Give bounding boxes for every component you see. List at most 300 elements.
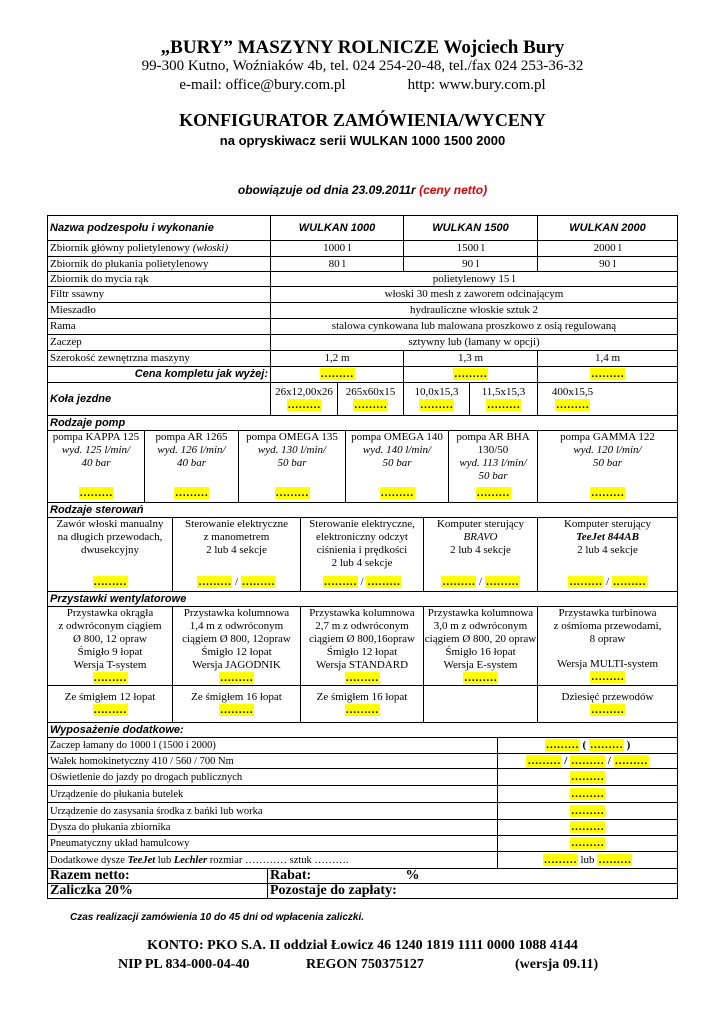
fan-upgrade-option [424,686,537,722]
extra-price [498,786,677,802]
pump-option [48,431,144,502]
price-field[interactable]: ……… [175,487,208,499]
cell-line [79,487,114,502]
cell-line [157,444,225,457]
control-option [301,518,423,591]
fan-desc: z ośmioma przewodami, [553,620,662,632]
price-field[interactable]: ……… [591,704,624,716]
price-value [538,367,677,382]
header-model [404,216,537,240]
separator: / [478,576,483,588]
cell-line [456,431,529,444]
cell-line [433,273,516,286]
separator: / [607,754,611,767]
cell-line [50,242,228,255]
price-field[interactable]: ……… [93,672,127,684]
width-value [538,351,677,366]
cell-line [53,431,139,444]
cell-line [50,288,104,301]
cell-line [50,417,125,430]
section-title: Wyposażenie dodatkowe: [50,723,184,736]
cell-line [67,607,153,620]
cell-line [590,487,625,502]
cell-line [562,691,654,704]
row-label: Mieszadło [50,304,96,316]
fan-upgrade: Ze śmigłem 12 łopat [64,691,156,703]
cell-line [50,393,111,406]
company-website: http: www.bury.com.pl [407,77,546,93]
hand-tank-value [271,272,677,286]
cell-line [406,869,420,883]
pump-name: pompa OMEGA 135 [246,431,338,443]
price-field[interactable]: ……… [476,487,510,499]
row-label: Koła jezdne [50,392,112,405]
pump-option [239,431,345,502]
price-field[interactable]: ……… [354,399,387,411]
cell-line [50,336,82,349]
price-field[interactable]: ……… [571,804,604,817]
cell-line [93,704,128,717]
cell-line [50,821,170,834]
price-field[interactable]: ……… [485,576,519,588]
cell-line [432,222,508,235]
cell-line [219,672,254,685]
fan-desc: Wersja STANDARD [315,659,409,671]
separator: / [234,576,239,588]
extra-label: rozmiar ………… sztuk ………. [209,854,349,866]
row-note: (włoski) [192,242,229,254]
order-form-table [47,215,677,898]
price-field[interactable]: ……… [569,576,603,588]
cell-line [545,739,631,752]
extra-price [498,820,677,835]
total-remaining [268,884,677,898]
price-field[interactable]: ……… [367,576,401,588]
cell-line [50,724,184,737]
row-label: Szerokość zewnętrzna maszyny [50,352,190,364]
cell-line [590,704,625,717]
separator: / [360,576,364,588]
extra-label: Oświetlenie do jazdy po drogach publicznych [50,771,243,783]
extra-item [48,820,497,835]
value: hydrauliczne włoskie sztuk 2 [410,304,538,316]
cell-line [50,755,234,768]
cell-line [197,576,276,591]
price-field[interactable]: ……… [220,672,253,684]
header-model-label: WULKAN 2000 [569,221,646,234]
row-label: Zbiornik główny polietylenowy [50,242,190,254]
row-width [48,351,270,366]
wheel-size: 10,0x15,3 [414,386,459,398]
fan-desc: Przystawka turbinowa [558,607,657,619]
fan-upgrade: Ze śmigłem 16 łopat [191,691,282,703]
value: 1000 l [323,242,351,254]
fan-desc: Wersja JAGODNIK [192,659,281,671]
extra-item [48,803,497,819]
fan-desc: 3,0 m z odwróconym [433,620,528,632]
hitch-value [271,335,677,350]
value: 1500 l [456,242,485,254]
cell-line [204,531,270,544]
wheel-option [404,383,469,415]
cell-line [177,457,206,470]
pump-flow: wyd. 126 l/min/ [157,444,226,456]
cell-line [353,399,388,412]
cell-line [190,620,283,633]
cell-line [459,457,526,470]
wheel-option [538,383,607,415]
total-label: Razem netto: [50,869,130,883]
cell-line [50,593,186,606]
pump-name: 130/50 [477,444,509,456]
price-field[interactable]: ……… [571,754,604,767]
company-email: e-mail: office@bury.com.pl [179,77,346,93]
row-label: Zaczep [50,336,82,348]
price-field[interactable]: ……… [241,576,275,588]
fan-desc: ciągiem Ø 800, 12opraw [182,633,291,645]
cell-line [345,704,380,717]
nip-number: NIP PL 834-000-04-40 [118,957,250,972]
fan-desc: Wersja MULTI-system [556,658,659,670]
cell-line [415,386,459,399]
cell-line [299,222,375,235]
fan-upgrade: Dziesięć przewodów [561,691,654,703]
price-field[interactable]: ……… [591,368,624,380]
value: 80 l [328,257,346,270]
extra-price [498,836,677,851]
fan-desc: 2,7 m z odwróconym [315,620,409,632]
cell-line [419,399,454,412]
extra-price [498,754,677,768]
cell-line [558,607,656,620]
price-field[interactable]: ……… [345,672,379,684]
cell-line [50,320,76,333]
fan-desc: ciągiem Ø 800, 20 opraw [424,633,537,645]
cell-line [570,788,605,801]
frame-value [271,319,677,334]
section-pumps [48,416,677,430]
cell-line [570,771,605,784]
row-main-tank [48,241,270,256]
price-field[interactable]: ……… [556,399,589,411]
rinse-tank-value [271,257,403,271]
cell-line [135,368,268,381]
separator: ( [582,739,587,751]
cell-line [408,336,539,349]
net-prices-note: (ceny netto) [419,183,488,197]
cell-line [570,821,605,834]
pump-option [145,431,238,502]
cell-line [478,470,507,483]
width-value [404,351,537,366]
cell-line [543,854,633,867]
fan-upgrade: Ze śmigłem 16 łopat [316,691,408,703]
value: 1,2 m [324,352,350,364]
cell-line [476,487,511,502]
cell-line [93,672,128,685]
bank-account: KONTO: PKO S.A. II oddział Łowicz 46 1240 1819 1111 0000 1088 4144 [147,938,578,953]
pump-option [346,431,448,502]
cell-line [332,557,393,570]
price-field[interactable]: ……… [275,487,309,499]
fan-upgrade-option [48,686,172,722]
section-title: Rodzaje sterowań [50,503,144,516]
price-field[interactable]: ……… [454,368,487,380]
cell-line [201,646,271,659]
price-field[interactable]: ……… [543,853,577,866]
wheel-size: 400x15,5 [551,386,594,398]
fan-desc: Śmigło 9 łopat [77,646,143,658]
price-field[interactable]: ……… [442,576,476,588]
pump-pressure: 40 bar [81,457,111,469]
cell-line [50,273,149,286]
cell-line [50,837,189,850]
cell-line [385,288,564,301]
cell-line [320,368,355,381]
cell-line [464,531,498,544]
price-field[interactable]: ……… [79,487,113,499]
extra-label: Dysza do płukania zbiornika [50,822,171,833]
cell-line [65,691,156,704]
fan-desc: 8 opraw [589,633,626,645]
section-title: Przystawki wentylatorowe [50,592,187,605]
cell-line [316,531,408,544]
fan-option [48,607,172,685]
price-field[interactable]: ……… [93,576,127,588]
row-filter [48,287,270,302]
fan-option [424,607,537,685]
cell-line [323,242,351,255]
price-field[interactable]: ……… [589,739,623,751]
cell-line [324,352,349,365]
main-tank-value [271,241,403,256]
fan-desc: Przystawka okrągła [66,607,154,619]
cell-line [58,620,161,633]
cell-line [246,431,338,444]
cell-line [58,531,163,544]
form-title: KONFIGURATOR ZAMÓWIENIA/WYCENY [179,110,546,130]
price-field[interactable]: ……… [323,576,357,588]
header-model [538,216,677,240]
cell-line [573,444,641,457]
cell-line [590,671,625,685]
cell-line [316,659,408,672]
pump-flow: wyd. 120 l/min/ [573,444,642,456]
price-field[interactable]: ……… [571,837,604,849]
extra-item [48,769,497,785]
row-frame [48,319,270,334]
cell-line [363,444,431,457]
total-label: Pozostaje do zapłaty: [270,884,397,898]
cell-line [570,837,605,850]
regon-number: REGON 750375127 [306,957,424,972]
pump-name: pompa GAMMA 122 [560,431,655,443]
cell-line [323,576,402,591]
price-field[interactable]: ……… [527,754,561,767]
cell-line [270,884,397,898]
price-field[interactable]: ……… [614,754,648,767]
cell-line [555,399,590,412]
wheel-size: 265x60x15 [345,386,396,398]
cell-line [450,544,511,557]
fan-option [301,607,423,685]
header-component-label: Nazwa podzespołu i wykonanie [50,221,214,234]
control-brand: BRAVO [463,531,498,543]
control-desc: Sterowanie elektryczne, [309,518,415,530]
valid-from [0,183,725,197]
extra-item [48,786,497,802]
price-field[interactable]: ……… [420,399,453,411]
extra-label: Dodatkowe dysze [50,854,125,866]
total-deposit [48,884,267,898]
extra-price [498,852,677,868]
cell-line [50,304,96,317]
control-option [173,518,300,591]
row-label: Cena kompletu jak wyżej: [134,368,268,380]
fan-desc: Wersja T-system [73,659,147,671]
price-field[interactable]: ……… [93,704,127,716]
cell-line [457,242,485,255]
cell-line [50,869,130,883]
control-desc: dwusekcyjny [80,544,140,556]
row-label: Zbiornik do płukania polietylenowy [50,257,209,270]
control-option [424,518,537,591]
percent-sign: % [405,869,420,883]
extra-label: Urządzenie do płukania butelek [50,788,184,800]
row-rinse-tank [48,257,270,271]
cell-line [275,487,310,502]
total-label: Rabat: [270,869,312,883]
control-desc: z manometrem [203,531,270,543]
cell-line [441,576,520,591]
cell-line [486,399,521,412]
cell-line [309,633,415,646]
pump-name: pompa AR BHA [456,431,530,443]
pump-name: pompa AR 1265 [155,431,228,443]
price-field[interactable]: ……… [591,671,624,683]
rinse-tank-value [538,257,677,271]
section-controls [48,503,677,517]
pump-flow: wyd. 125 l/min/ [61,444,131,456]
price-field[interactable]: ……… [464,672,497,684]
price-field[interactable]: ……… [545,739,579,751]
price-field[interactable]: ……… [345,704,379,716]
cell-line [74,659,147,672]
cell-line [564,518,651,531]
wheel-option [470,383,537,415]
fan-desc: Śmigło 16 łopat [445,646,516,658]
pump-pressure: 50 bar [382,457,412,469]
cell-line [445,646,515,659]
value: 90 l [599,257,616,270]
cell-line [554,620,662,633]
extra-label: Wałek homokinetyczny 410 / 560 / 700 Nm [50,755,234,767]
price-field[interactable]: ……… [612,576,646,588]
cell-line [50,258,209,271]
value: 1,3 m [457,352,484,364]
cell-line [380,487,415,502]
pump-name: pompa OMEGA 140 [351,431,443,443]
control-desc: na długich przewodach, [57,531,163,543]
row-label: Filtr ssawny [50,288,105,300]
control-desc: Komputer sterujący [436,518,525,530]
cell-line [599,258,616,271]
cell-line [62,444,130,457]
fan-upgrade-option [173,686,300,722]
cell-line [526,755,648,768]
cell-line [557,658,658,671]
price-field[interactable]: ……… [571,770,604,783]
cell-line [317,544,407,557]
cell-line [50,771,242,784]
price-field[interactable]: ……… [287,399,321,411]
form-subtitle: na opryskiwacz serii WULKAN 1000 1500 2000 [219,133,506,148]
main-tank-value [538,241,677,256]
cell-line [568,576,647,591]
price-field[interactable]: ……… [598,853,632,866]
extra-price [498,738,677,753]
cell-line [458,352,483,365]
separator: / [605,576,610,588]
cell-line [327,646,397,659]
cell-line [309,518,415,531]
price-field[interactable]: ……… [487,399,520,411]
price-field[interactable]: ……… [320,368,354,380]
cell-line [174,487,209,502]
extra-item [48,754,497,768]
price-field[interactable]: ……… [380,487,414,499]
valid-date: obowiązuje od dnia 23.09.2011r [237,183,416,197]
pump-pressure: 50 bar [478,470,508,482]
price-field[interactable]: ……… [220,704,253,716]
cell-line [78,646,143,659]
price-field[interactable]: ……… [591,487,624,499]
cell-line [594,242,622,255]
wheel-option [271,383,337,415]
fan-option [173,607,300,685]
row-label: Rama [50,320,76,332]
lead-time-note: Czas realizacji zamówienia 10 do 45 dni od wpłacenia zaliczki. [70,912,364,923]
control-desc: ciśnienia i prędkości [316,544,408,556]
price-field[interactable]: ……… [571,787,604,800]
cell-line [332,320,616,333]
nozzle-brand: Lechler [173,854,208,866]
price-field[interactable]: ……… [198,576,232,588]
cell-line [270,869,311,883]
cell-line [50,504,144,517]
cell-line [351,431,443,444]
cell-line [577,544,638,557]
total-net [48,869,267,883]
row-wheels [48,383,270,415]
control-desc: Zawór włoski manualny [56,518,164,530]
extra-item [48,836,497,851]
cell-line [410,304,538,317]
control-desc: elektroniczny odczyt [316,531,408,543]
price-field[interactable]: ……… [571,821,604,833]
extra-price [498,803,677,819]
value: włoski 30 mesh z zaworem odcinającym [384,288,564,300]
total-discount [268,869,677,883]
fan-desc: z odwróconym ciągiem [58,620,162,632]
cell-line [50,222,214,235]
fan-desc: 1,4 m z odwróconym [189,620,284,632]
value: 1,4 m [594,352,621,364]
value: 90 l [462,257,479,270]
control-brand: TeeJet 844AB [576,531,639,543]
control-option [48,518,172,591]
row-label: Zbiornik do mycia rąk [50,272,149,285]
